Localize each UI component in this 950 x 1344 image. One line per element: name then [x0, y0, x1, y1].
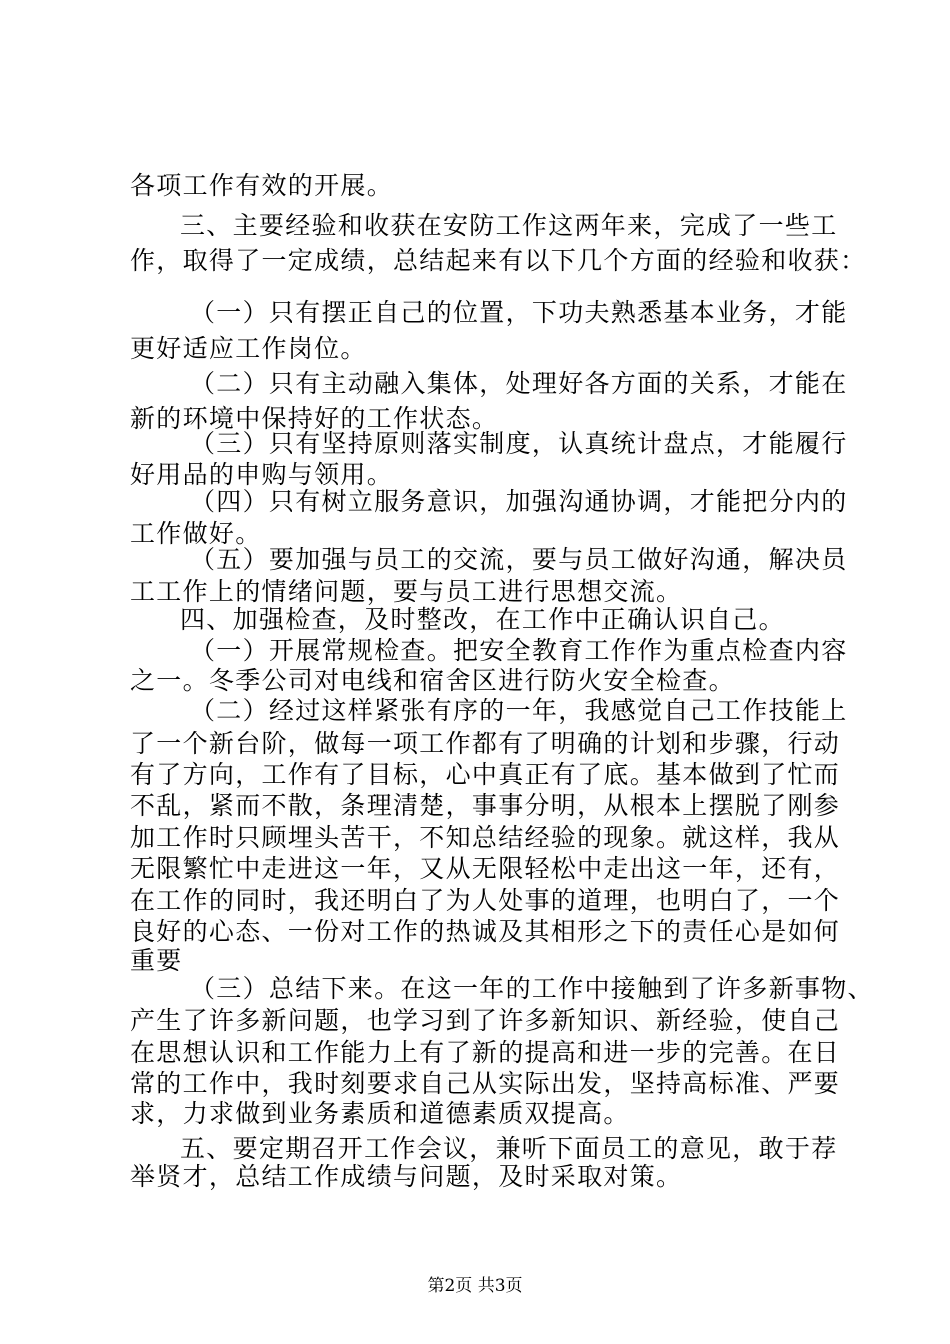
text-line: 无限繁忙中走进这一年，又从无限轻松中走出这一年，还有，	[130, 854, 841, 883]
text-line: 加工作时只顾埋头苦干，不知总结经验的现象。就这样，我从	[130, 823, 841, 852]
text-line: 之一。冬季公司对电线和宿舍区进行防火安全检查。	[130, 666, 735, 695]
text-line: 在思想认识和工作能力上有了新的提高和进一步的完善。在日	[130, 1038, 841, 1067]
text-line: 良好的心态、一份对工作的热诚及其相形之下的责任心是如何	[130, 917, 841, 946]
text-line: 常的工作中，我时刻要求自己从实际出发，坚持高标准、严要	[130, 1069, 841, 1098]
text-line: 作，取得了一定成绩，总结起来有以下几个方面的经验和收获：	[130, 246, 867, 275]
list-item: （三）只有坚持原则落实制度，认真统计盘点，才能履行	[190, 429, 848, 458]
list-item: （一）开展常规检查。把安全教育工作作为重点检查内容	[190, 636, 848, 665]
section-heading: 四、加强检查，及时整改，在工作中正确认识自己。	[180, 605, 785, 634]
text-line: 各项工作有效的开展。	[130, 171, 394, 200]
list-item: （五）要加强与员工的交流，要与员工做好沟通，解决员	[190, 545, 848, 574]
page-number-footer: 第2页 共3页	[427, 1276, 523, 1296]
text-line: 不乱，紧而不散，条理清楚，事事分明，从根本上摆脱了刚参	[130, 791, 841, 820]
text-line: 求，力求做到业务素质和道德素质双提高。	[130, 1099, 630, 1128]
text-line: 工作做好。	[130, 519, 262, 548]
text-line: 在工作的同时，我还明白了为人处事的道理，也明白了，一个	[130, 886, 841, 915]
section-heading: 五、要定期召开工作会议，兼听下面员工的意见，敢于荐	[180, 1134, 838, 1163]
list-item: （二）经过这样紧张有序的一年，我感觉自己工作技能上	[190, 696, 848, 725]
text-line: 新的环境中保持好的工作状态。	[130, 404, 499, 433]
text-line: 了一个新台阶，做每一项工作都有了明确的计划和步骤，行动	[130, 729, 841, 758]
text-line: 产生了许多新问题，也学习到了许多新知识、新经验，使自己	[130, 1006, 841, 1035]
section-heading: 三、主要经验和收获在安防工作这两年来，完成了一些工	[180, 211, 838, 240]
text-line: 更好适应工作岗位。	[130, 334, 367, 363]
list-item: （三）总结下来。在这一年的工作中接触到了许多新事物、	[190, 974, 874, 1003]
text-line: 工工作上的情绪问题，要与员工进行思想交流。	[130, 577, 683, 606]
text-line: 举贤才，总结工作成绩与问题，及时采取对策。	[130, 1162, 683, 1191]
text-line: 重要	[130, 946, 183, 975]
list-item: （一）只有摆正自己的位置，下功夫熟悉基本业务，才能	[190, 298, 848, 327]
list-item: （二）只有主动融入集体，处理好各方面的关系，才能在	[190, 369, 848, 398]
text-line: 有了方向，工作有了目标，心中真正有了底。基本做到了忙而	[130, 760, 841, 789]
list-item: （四）只有树立服务意识，加强沟通协调，才能把分内的	[190, 487, 848, 516]
text-line: 好用品的申购与领用。	[130, 460, 394, 489]
